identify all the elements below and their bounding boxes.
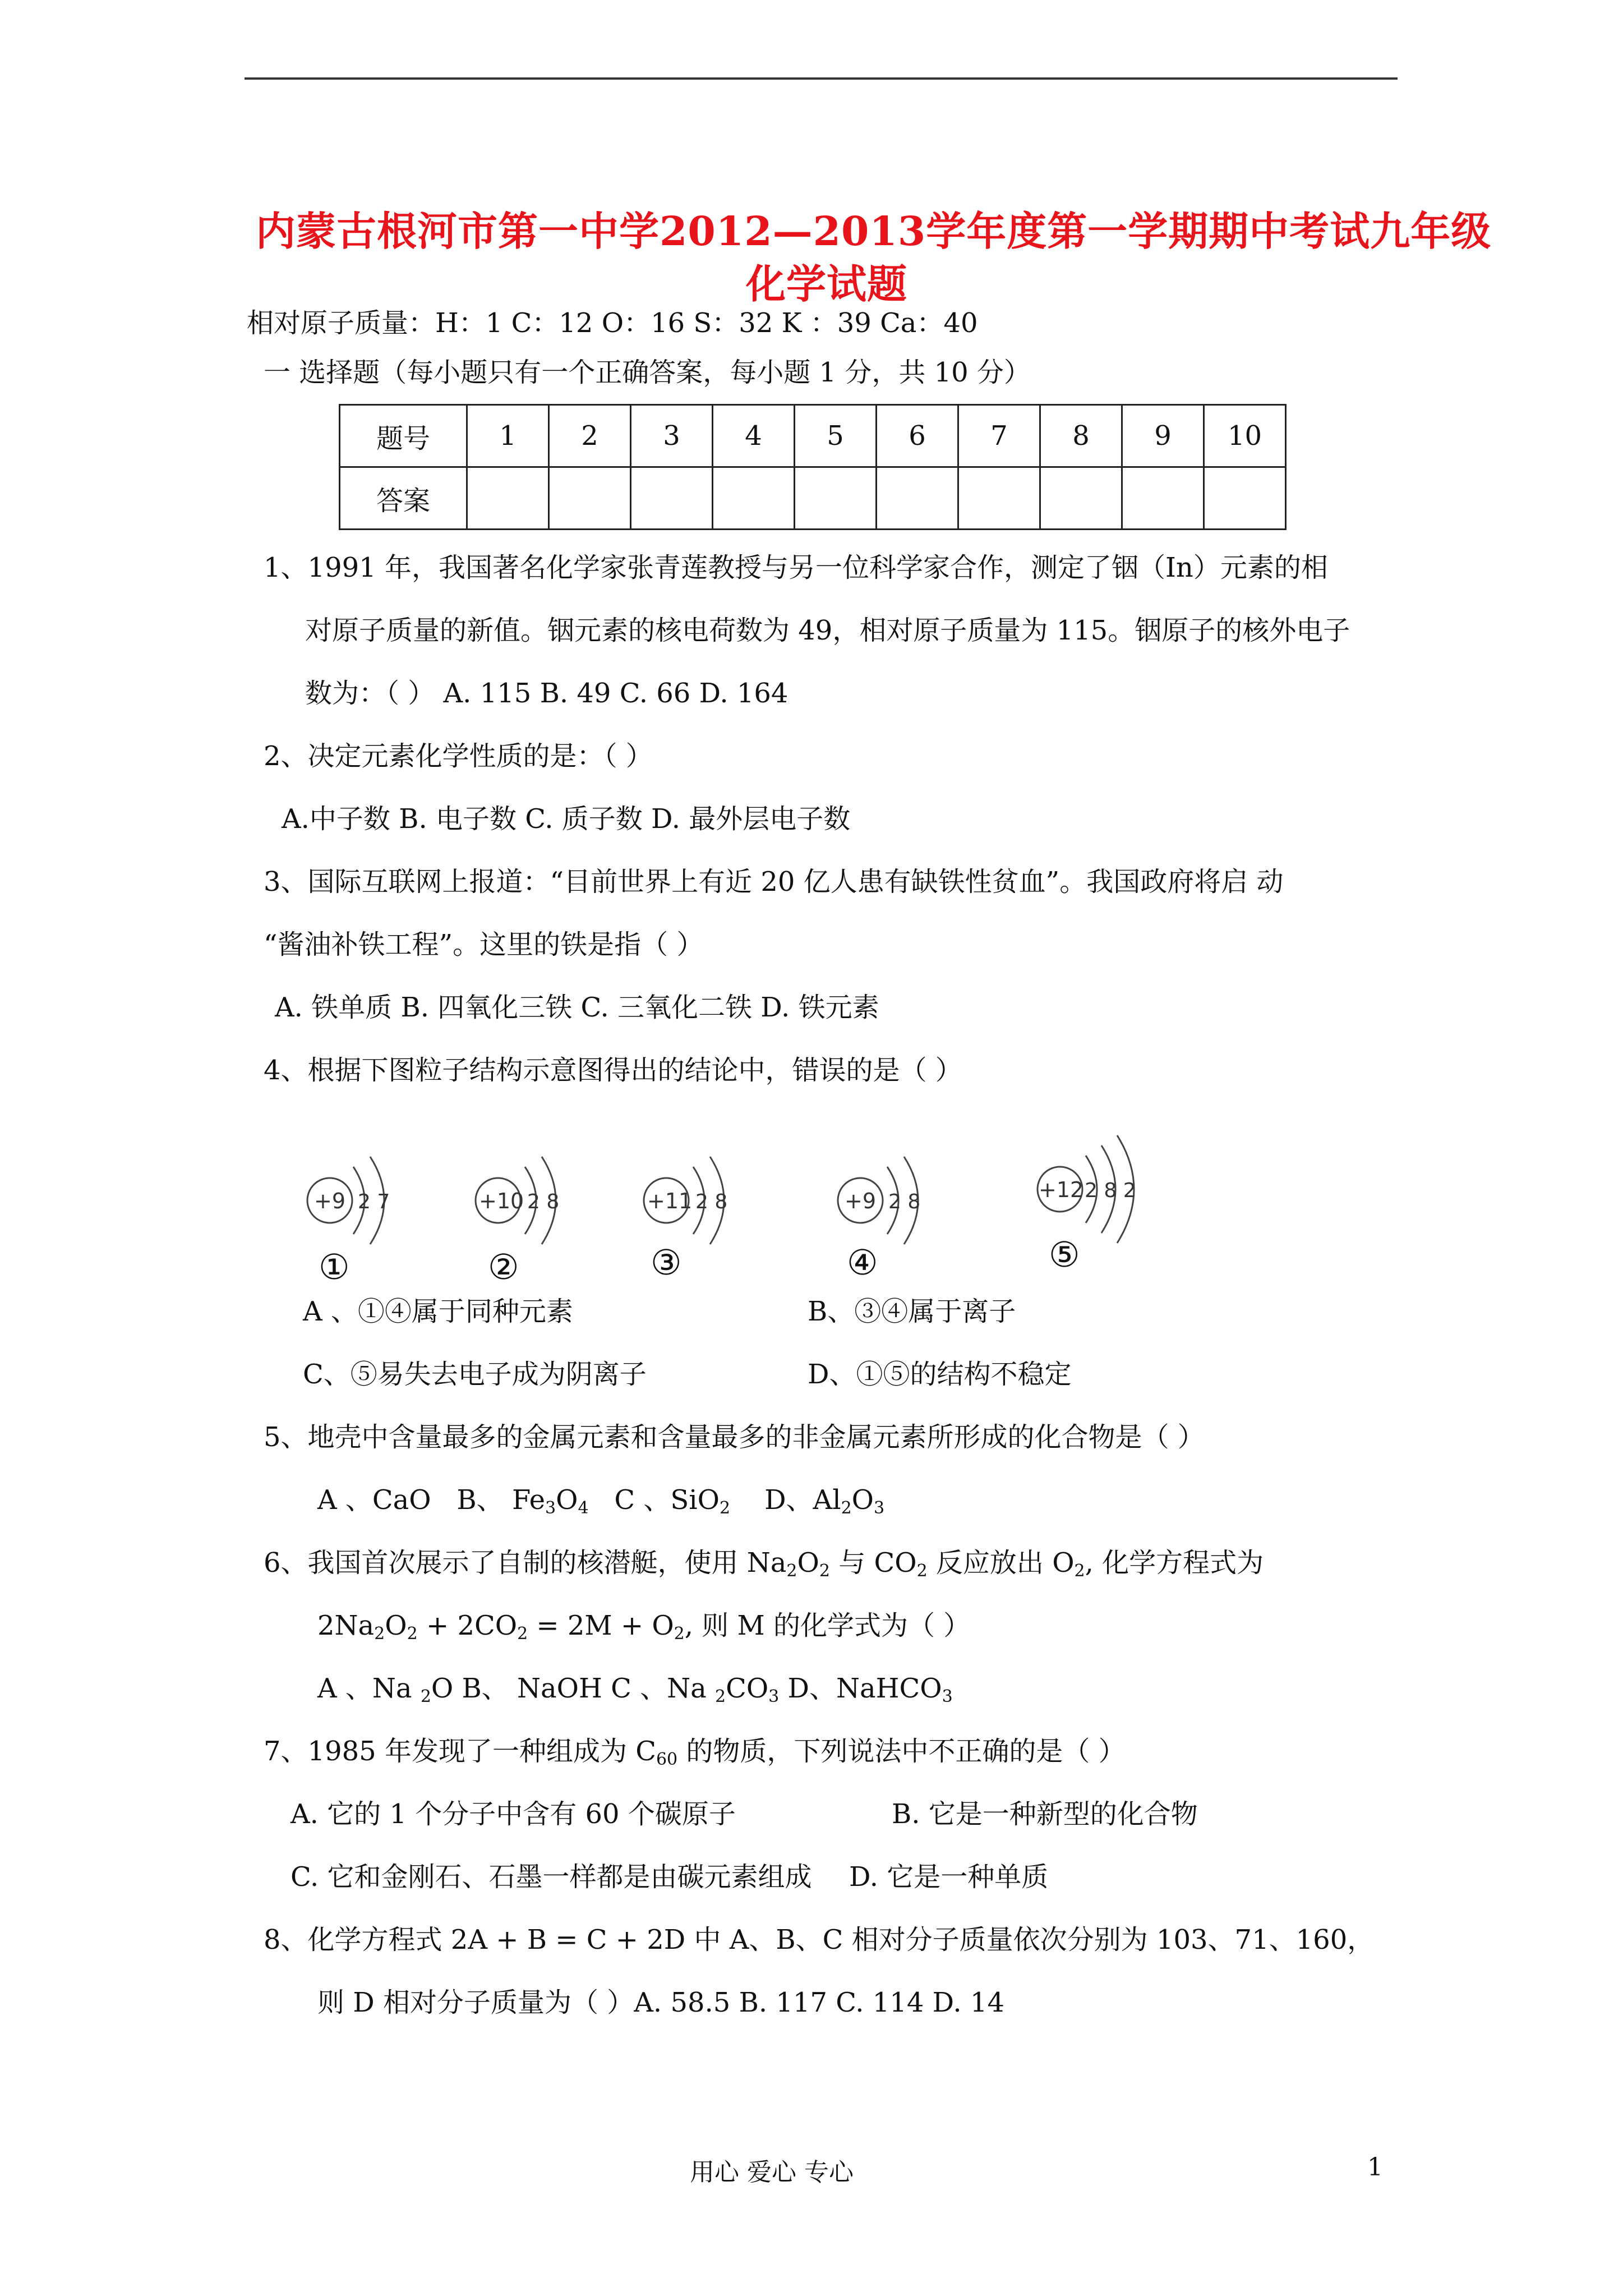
- q3-options: A. 铁单质 B. 四氧化三铁 C. 三氧化二铁 D. 铁元素: [275, 992, 879, 1023]
- q7-option-c: C. 它和金刚石、石墨一样都是由碳元素组成: [291, 1861, 812, 1893]
- atom-diagram-svg: [1026, 1128, 1183, 1273]
- table-cell: 7: [958, 405, 1040, 467]
- table-cell: 题号: [340, 405, 467, 467]
- atom-diagram-svg: [827, 1150, 956, 1285]
- table-cell: 6: [877, 405, 958, 467]
- q7-option-b: B. 它是一种新型的化合物: [892, 1798, 1198, 1830]
- q2-options: A.中子数 B. 电子数 C. 质子数 D. 最外层电子数: [282, 803, 851, 835]
- table-row: [340, 405, 1286, 467]
- table-cell: 8: [1040, 405, 1122, 467]
- diagram-label: ⑤: [1049, 1234, 1080, 1273]
- q7-option-d: D. 它是一种单质: [849, 1861, 1049, 1893]
- q4-option-d: D、①⑤的结构不稳定: [808, 1359, 1072, 1390]
- q8-line-1: 8、化学方程式 2A + B = C + 2D 中 A、B、C 相对分子质量依次分别为 103、71、160，: [264, 1924, 1375, 1955]
- answer-cell[interactable]: [467, 467, 549, 530]
- q1-line-1: 1、1991 年，我国著名化学家张青莲教授与另一位科学家合作，测定了铟（In）元素的相: [264, 552, 1328, 583]
- answer-cell[interactable]: [713, 467, 795, 530]
- diagram-label: ②: [488, 1246, 519, 1285]
- header-rule: [245, 77, 1398, 80]
- atom-electrons: 2 8: [695, 1190, 728, 1213]
- title-line-1: 内蒙古根河市第一中学2012—2013学年度第一学期期中考试九年级: [256, 208, 1492, 255]
- answer-cell[interactable]: [877, 467, 958, 530]
- answer-cell[interactable]: [1204, 467, 1286, 530]
- answer-cell[interactable]: [1122, 467, 1204, 530]
- atom-diagram-5: [1026, 1128, 1183, 1276]
- q5-option-c: C 、SiO$_2$: [614, 1484, 731, 1518]
- q5-option-a: A 、CaO: [317, 1484, 431, 1516]
- atom-nucleus: +9: [845, 1189, 877, 1213]
- atom-nucleus: +10: [479, 1189, 524, 1213]
- table-cell: 1: [467, 405, 549, 467]
- q1-line-3: 数为：（ ） A. 115 B. 49 C. 66 D. 164: [305, 678, 789, 709]
- table-cell: 2: [549, 405, 631, 467]
- table-cell: 3: [631, 405, 713, 467]
- atomic-masses: 相对原子质量：H：1 C：12 O：16 S：32 K ：39 Ca：40: [247, 307, 978, 339]
- q6-options: A 、Na $_2$O B、 NaOH C 、Na $_2CO_3$ D、NaHCO$_3$: [317, 1673, 953, 1706]
- atom-diagram-1: [297, 1150, 409, 1287]
- table-cell: 9: [1122, 405, 1204, 467]
- q3-line-1: 3、国际互联网上报道：“目前世界上有近 20 亿人患有缺铁性贫血”。我国政府将启 动: [264, 866, 1284, 898]
- q5-option-b: B、 $Fe_3O_4$: [457, 1484, 589, 1518]
- q5-stem: 5、地壳中含量最多的金属元素和含量最多的非金属元素所形成的化合物是（ ）: [264, 1421, 1205, 1453]
- atom-diagram-svg: [464, 1150, 593, 1285]
- table-cell: 5: [795, 405, 877, 467]
- atom-nucleus: +9: [314, 1189, 346, 1213]
- q1-line-2: 对原子质量的新值。铟元素的核电荷数为 49，相对原子质量为 115。铟原子的核外电子: [305, 615, 1350, 646]
- q8-line-2: 则 D 相对分子质量为（ ）A. 58.5 B. 117 C. 114 D. 14: [317, 1987, 1005, 2018]
- atom-electrons: 2 8: [888, 1190, 921, 1213]
- atom-diagram-svg: [633, 1150, 762, 1285]
- q3-line-2: “酱油补铁工程”。这里的铁是指（ ）: [264, 929, 704, 960]
- diagram-label: ①: [319, 1246, 350, 1285]
- atom-diagram-svg: [297, 1150, 409, 1285]
- atom-nucleus: +12: [1039, 1177, 1084, 1202]
- q5-options: [317, 1484, 885, 1518]
- q7-option-a: A. 它的 1 个分子中含有 60 个碳原子: [291, 1798, 736, 1830]
- q2-stem: 2、决定元素化学性质的是：（ ）: [264, 740, 653, 772]
- table-cell: 答案: [340, 467, 467, 530]
- answer-cell[interactable]: [549, 467, 631, 530]
- q6-equation: $2Na_2O_2 + 2CO_2 = 2M + O_2$, 则 M 的化学式为（ ）: [317, 1610, 971, 1644]
- q4-option-c: C、⑤易失去电子成为阴离子: [303, 1359, 647, 1390]
- atom-electrons: 2 8: [527, 1190, 560, 1213]
- atom-nucleus: +11: [647, 1189, 693, 1213]
- q6-stem: 6、我国首次展示了自制的核潜艇，使用 $Na_2O_2$ 与 $CO_2$ 反应放出 $O_2$, 化学方程式为: [264, 1547, 1264, 1581]
- atom-electrons: 2 7: [358, 1190, 390, 1213]
- diagram-label: ③: [651, 1242, 682, 1283]
- table-row: [340, 467, 1286, 530]
- atom-diagram-2: [464, 1150, 593, 1287]
- atom-diagram-4: [827, 1150, 956, 1287]
- page-number: 1: [1367, 2153, 1383, 2182]
- atom-diagram-3: [633, 1150, 762, 1287]
- table-cell: 10: [1204, 405, 1286, 467]
- section-1-heading: 一 选择题（每小题只有一个正确答案，每小题 1 分，共 10 分）: [264, 357, 1031, 388]
- title-line-2: 化学试题: [746, 260, 908, 307]
- answer-table: [339, 404, 1287, 530]
- q5-option-d: D、$Al_2O_3$: [764, 1484, 885, 1518]
- answer-cell[interactable]: [795, 467, 877, 530]
- answer-cell[interactable]: [631, 467, 713, 530]
- q4-option-a: A 、①④属于同种元素: [303, 1296, 573, 1327]
- answer-cell[interactable]: [1040, 467, 1122, 530]
- atom-electrons: 2 8 2: [1085, 1179, 1136, 1202]
- table-cell: 4: [713, 405, 795, 467]
- q4-stem: 4、根据下图粒子结构示意图得出的结论中，错误的是（ ）: [264, 1055, 962, 1086]
- q7-stem: 7、1985 年发现了一种组成为 $C_{60}$ 的物质，下列说法中不正确的是（ ）: [264, 1736, 1126, 1769]
- q4-option-b: B、③④属于离子: [808, 1296, 1016, 1327]
- answer-cell[interactable]: [958, 467, 1040, 530]
- diagram-label: ④: [847, 1242, 878, 1283]
- footer-motto: 用心 爱心 专心: [690, 2158, 854, 2187]
